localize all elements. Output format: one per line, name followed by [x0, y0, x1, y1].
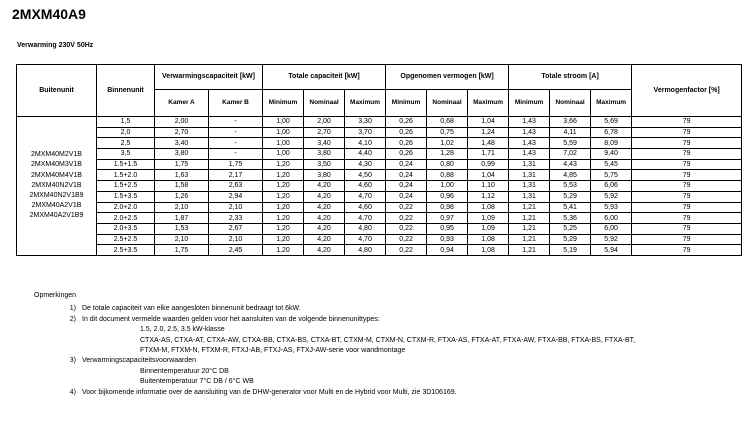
- table-cell: 5,36: [550, 213, 591, 224]
- note-number: 1): [69, 305, 76, 313]
- note-number: 3): [69, 357, 76, 365]
- note-number: 2): [69, 315, 76, 323]
- table-cell: 1.5+2.0: [97, 170, 155, 181]
- header-indoor: Binnenunit: [97, 65, 155, 117]
- table-cell: 5,25: [550, 223, 591, 234]
- notes-list: [34, 304, 635, 398]
- page-title: 2MXM40A9: [12, 6, 86, 22]
- table-cell: 0,68: [427, 117, 468, 128]
- table-cell: 1,20: [263, 213, 304, 224]
- table-cell: 4,40: [345, 149, 386, 160]
- table-cell: 5,41: [550, 202, 591, 213]
- outdoor-unit-model: 2MXM40M2V1B: [31, 151, 82, 159]
- spec-table-body: [17, 117, 742, 256]
- table-cell: 5,75: [591, 170, 632, 181]
- table-cell: 1,5: [97, 117, 155, 128]
- table-cell: 1,00: [427, 181, 468, 192]
- outdoor-unit-model: 2MXM40M4V1B: [31, 171, 82, 179]
- table-cell: 1,20: [263, 202, 304, 213]
- table-row: [17, 202, 742, 213]
- table-cell: 1,20: [263, 234, 304, 245]
- table-cell: 1,75: [155, 159, 209, 170]
- table-cell: 1,00: [263, 117, 304, 128]
- table-cell: 4,11: [550, 127, 591, 138]
- table-cell: 5,29: [550, 234, 591, 245]
- table-cell: -: [209, 149, 263, 160]
- table-cell: 4,60: [345, 202, 386, 213]
- table-cell: 1,75: [155, 245, 209, 256]
- table-cell: 1,24: [468, 127, 509, 138]
- table-cell: 0,96: [427, 191, 468, 202]
- table-cell: 4,80: [345, 245, 386, 256]
- note-text: De totale capaciteit van elke aangesloten binnenunit bedraagt tot 6kW.: [82, 305, 301, 313]
- table-cell: 4,50: [345, 170, 386, 181]
- header-power-nom: Nominaal: [427, 90, 468, 117]
- table-cell: 1,53: [155, 223, 209, 234]
- table-cell: 1,26: [155, 191, 209, 202]
- note-text: Verwarmingscapaciteitsvoorwaarden: [82, 357, 196, 365]
- table-cell: 1,31: [509, 170, 550, 181]
- table-cell: 2,10: [155, 234, 209, 245]
- table-cell: 1,28: [427, 149, 468, 160]
- table-cell: 0,22: [386, 213, 427, 224]
- table-cell: 2,00: [155, 117, 209, 128]
- note-number: 4): [69, 388, 76, 396]
- table-cell: 3,80: [304, 149, 345, 160]
- outdoor-unit-model: 2MXM40A2V1B9: [29, 212, 84, 220]
- table-cell: 5,93: [591, 202, 632, 213]
- table-row: [17, 191, 742, 202]
- table-cell: -: [209, 117, 263, 128]
- outdoor-unit-model: 2MXM40A2V1B: [31, 202, 82, 210]
- header-capacity-nom: Nominaal: [304, 90, 345, 117]
- table-cell: 1,20: [263, 245, 304, 256]
- note-item: [62, 304, 635, 314]
- table-cell: 2,10: [209, 202, 263, 213]
- table-cell: 0,22: [386, 223, 427, 234]
- table-cell: 4,20: [304, 223, 345, 234]
- table-cell: 2,94: [209, 191, 263, 202]
- header-power-max: Maximum: [468, 90, 509, 117]
- table-cell: 5,69: [591, 117, 632, 128]
- table-cell: 1,02: [427, 138, 468, 149]
- table-cell: 0,93: [427, 234, 468, 245]
- table-cell: 5,92: [591, 191, 632, 202]
- table-cell: 1,12: [468, 191, 509, 202]
- table-cell: 1,31: [509, 159, 550, 170]
- table-cell: 2.5+2.5: [97, 234, 155, 245]
- table-cell: 1,08: [468, 202, 509, 213]
- table-cell: 1,04: [468, 170, 509, 181]
- table-cell: 2,45: [209, 245, 263, 256]
- table-cell: 79: [632, 234, 742, 245]
- table-cell: 2,70: [304, 127, 345, 138]
- table-cell: 4,20: [304, 213, 345, 224]
- table-cell: 5,19: [550, 245, 591, 256]
- header-current-max: Maximum: [591, 90, 632, 117]
- header-total-capacity: Totale capaciteit [kW]: [263, 65, 386, 90]
- table-cell: 5,59: [550, 138, 591, 149]
- table-cell: 0,98: [427, 202, 468, 213]
- header-power-input: Opgenomen vermogen [kW]: [386, 65, 509, 90]
- table-cell: 2,67: [209, 223, 263, 234]
- note-detail: CTXA-AS, CTXA-AT, CTXA-AW, CTXA-BB, CTXA-BS, CTXA-BT, CTXM-M, CTXM-N, CTXM-R, FTXA-AS, FTXA-AT, FTXA-AW, FTXA-BB, FTXA-BS, FTXA-BT,: [140, 336, 636, 344]
- table-cell: 5,29: [550, 191, 591, 202]
- table-cell: 0,94: [427, 245, 468, 256]
- table-cell: 6,00: [591, 223, 632, 234]
- table-cell: 4,20: [304, 191, 345, 202]
- table-cell: 3,80: [155, 149, 209, 160]
- header-capacity-min: Minimum: [263, 90, 304, 117]
- table-cell: 1,75: [209, 159, 263, 170]
- table-cell: 2.0+3.5: [97, 223, 155, 234]
- table-cell: 4,10: [345, 138, 386, 149]
- table-cell: 2,0: [97, 127, 155, 138]
- table-cell: 4,20: [304, 234, 345, 245]
- table-row: [17, 223, 742, 234]
- table-cell: 1,00: [263, 138, 304, 149]
- header-room-b: Kamer B: [209, 90, 263, 117]
- table-cell: 0,22: [386, 234, 427, 245]
- table-cell: 79: [632, 191, 742, 202]
- table-cell: 1,43: [509, 149, 550, 160]
- table-cell: 1,87: [155, 213, 209, 224]
- table-cell: 3,5: [97, 149, 155, 160]
- table-cell: 1,63: [155, 170, 209, 181]
- table-cell: 3,66: [550, 117, 591, 128]
- table-cell: 0,26: [386, 127, 427, 138]
- table-cell: 1,09: [468, 223, 509, 234]
- table-cell: 0,75: [427, 127, 468, 138]
- note-item: [62, 315, 635, 357]
- table-cell: 1,21: [509, 234, 550, 245]
- table-row: [17, 181, 742, 192]
- table-cell: 5,45: [591, 159, 632, 170]
- table-cell: 79: [632, 117, 742, 128]
- table-cell: 1,04: [468, 117, 509, 128]
- table-cell: 2,10: [209, 234, 263, 245]
- table-row: [17, 170, 742, 181]
- table-cell: 1,20: [263, 223, 304, 234]
- table-cell: 0,26: [386, 117, 427, 128]
- table-cell: 1,31: [509, 191, 550, 202]
- note-text: In dit document vermelde waarden gelden voor het aansluiten van de volgende binnenunittypes:: [82, 315, 380, 323]
- header-total-current: Totale stroom [A]: [509, 65, 632, 90]
- table-cell: 2,17: [209, 170, 263, 181]
- table-cell: 4,20: [304, 181, 345, 192]
- table-cell: 5,92: [591, 234, 632, 245]
- note-item: [62, 388, 635, 398]
- header-power-factor: [632, 65, 742, 117]
- table-cell: 1,58: [155, 181, 209, 192]
- table-cell: 3,80: [304, 170, 345, 181]
- table-cell: 4,43: [550, 159, 591, 170]
- table-cell: 8,09: [591, 138, 632, 149]
- subtitle: Verwarming 230V 50Hz: [17, 42, 94, 49]
- table-row: [17, 127, 742, 138]
- table-row: [17, 138, 742, 149]
- table-cell: 1,20: [263, 170, 304, 181]
- table-cell: 79: [632, 138, 742, 149]
- table-row: [17, 159, 742, 170]
- table-cell: 4,70: [345, 213, 386, 224]
- table-cell: 1,00: [263, 149, 304, 160]
- table-row: [17, 149, 742, 160]
- table-cell: 79: [632, 213, 742, 224]
- note-detail: FTXM-M, FTXM-N, FTXM-R, FTXJ-AB, FTXJ-AS, FTXJ-AW-serie voor wandmontage: [140, 347, 406, 355]
- table-cell: 79: [632, 159, 742, 170]
- table-cell: 2,5: [97, 138, 155, 149]
- table-cell: 1,21: [509, 213, 550, 224]
- table-cell: 6,00: [591, 213, 632, 224]
- outdoor-unit-model: 2MXM40N2V1B9: [29, 192, 84, 200]
- table-cell: 1.5+1.5: [97, 159, 155, 170]
- table-cell: 4,20: [304, 202, 345, 213]
- header-heating-capacity: Verwarmingscapaciteit [kW]: [155, 65, 263, 90]
- header-current-min: Minimum: [509, 90, 550, 117]
- table-cell: 79: [632, 245, 742, 256]
- table-cell: 0,26: [386, 138, 427, 149]
- table-cell: 79: [632, 170, 742, 181]
- table-cell: 0,99: [468, 159, 509, 170]
- table-cell: 5,94: [591, 245, 632, 256]
- table-cell: 0,24: [386, 191, 427, 202]
- table-cell: 9,40: [591, 149, 632, 160]
- table-cell: 7,02: [550, 149, 591, 160]
- table-cell: 4,85: [550, 170, 591, 181]
- table-cell: 2,00: [304, 117, 345, 128]
- table-cell: 0,22: [386, 202, 427, 213]
- table-row: [17, 117, 742, 128]
- table-cell: 1,08: [468, 245, 509, 256]
- note-item: [62, 356, 635, 387]
- table-cell: 2.0+2.0: [97, 202, 155, 213]
- table-cell: 1,31: [509, 181, 550, 192]
- table-cell: 5,53: [550, 181, 591, 192]
- table-cell: 1,21: [509, 223, 550, 234]
- table-cell: 0,80: [427, 159, 468, 170]
- table-row: [17, 245, 742, 256]
- note-detail: 1.5, 2.0, 2.5, 3.5 kW-klasse: [140, 326, 225, 334]
- table-cell: 2,63: [209, 181, 263, 192]
- table-cell: 79: [632, 127, 742, 138]
- table-row: [17, 213, 742, 224]
- table-cell: 0,26: [386, 149, 427, 160]
- table-cell: 1,08: [468, 234, 509, 245]
- table-cell: 4,20: [304, 245, 345, 256]
- header-capacity-max: Maximum: [345, 90, 386, 117]
- table-cell: 1,21: [509, 245, 550, 256]
- header-outdoor: Buitenunit: [17, 65, 97, 117]
- table-cell: 79: [632, 223, 742, 234]
- table-cell: 4,70: [345, 234, 386, 245]
- outdoor-unit-cell: [17, 117, 97, 256]
- table-cell: 4,70: [345, 191, 386, 202]
- table-cell: 1,48: [468, 138, 509, 149]
- outdoor-unit-model: 2MXM40M3V1B: [31, 161, 82, 169]
- table-cell: 2.0+2.5: [97, 213, 155, 224]
- note-text: Voor bijkomende informatie over de aansluiting van de DHW-generator voor Multi en de Hybrid voor Multi, zie 3D106169.: [82, 388, 457, 396]
- header-room-a: Kamer A: [155, 90, 209, 117]
- table-cell: 1,20: [263, 181, 304, 192]
- table-cell: 1,43: [509, 117, 550, 128]
- table-cell: 79: [632, 181, 742, 192]
- notes-section: [34, 291, 635, 398]
- table-cell: 0,24: [386, 181, 427, 192]
- table-cell: 0,88: [427, 170, 468, 181]
- table-cell: 6,06: [591, 181, 632, 192]
- table-cell: 4,60: [345, 181, 386, 192]
- note-detail: Binnentemperatuur 20°C DB: [140, 367, 229, 375]
- table-cell: 79: [632, 149, 742, 160]
- table-cell: 3,50: [304, 159, 345, 170]
- table-cell: 0,22: [386, 245, 427, 256]
- table-cell: 2.5+3.5: [97, 245, 155, 256]
- table-cell: 1,71: [468, 149, 509, 160]
- table-cell: 0,24: [386, 170, 427, 181]
- table-cell: 1,43: [509, 138, 550, 149]
- table-cell: 3,40: [304, 138, 345, 149]
- table-cell: 1,21: [509, 202, 550, 213]
- table-cell: 1,00: [263, 127, 304, 138]
- table-cell: 1.5+2.5: [97, 181, 155, 192]
- table-cell: 1,20: [263, 159, 304, 170]
- table-cell: 1,10: [468, 181, 509, 192]
- outdoor-unit-model: 2MXM40N2V1B: [31, 181, 82, 189]
- table-cell: 1.5+3.5: [97, 191, 155, 202]
- table-cell: 3,40: [155, 138, 209, 149]
- header-current-nom: Nominaal: [550, 90, 591, 117]
- table-cell: 1,43: [509, 127, 550, 138]
- table-cell: 2,33: [209, 213, 263, 224]
- header-power-min: Minimum: [386, 90, 427, 117]
- table-cell: 2,70: [155, 127, 209, 138]
- table-cell: 3,70: [345, 127, 386, 138]
- table-cell: 4,30: [345, 159, 386, 170]
- table-cell: 0,95: [427, 223, 468, 234]
- table-cell: 1,09: [468, 213, 509, 224]
- table-cell: 0,97: [427, 213, 468, 224]
- table-cell: 2,10: [155, 202, 209, 213]
- table-cell: -: [209, 138, 263, 149]
- header-power-factor-label: Vermogenfactor [%]: [653, 86, 720, 94]
- table-cell: 0,24: [386, 159, 427, 170]
- table-cell: 6,78: [591, 127, 632, 138]
- note-detail: Buitentemperatuur 7°C DB / 6°C WB: [140, 378, 254, 386]
- table-cell: 4,80: [345, 223, 386, 234]
- table-cell: 1,20: [263, 191, 304, 202]
- table-cell: -: [209, 127, 263, 138]
- notes-heading: Opmerkingen: [34, 292, 77, 299]
- table-cell: 79: [632, 202, 742, 213]
- spec-table: [16, 64, 742, 256]
- table-cell: 3,30: [345, 117, 386, 128]
- table-row: [17, 234, 742, 245]
